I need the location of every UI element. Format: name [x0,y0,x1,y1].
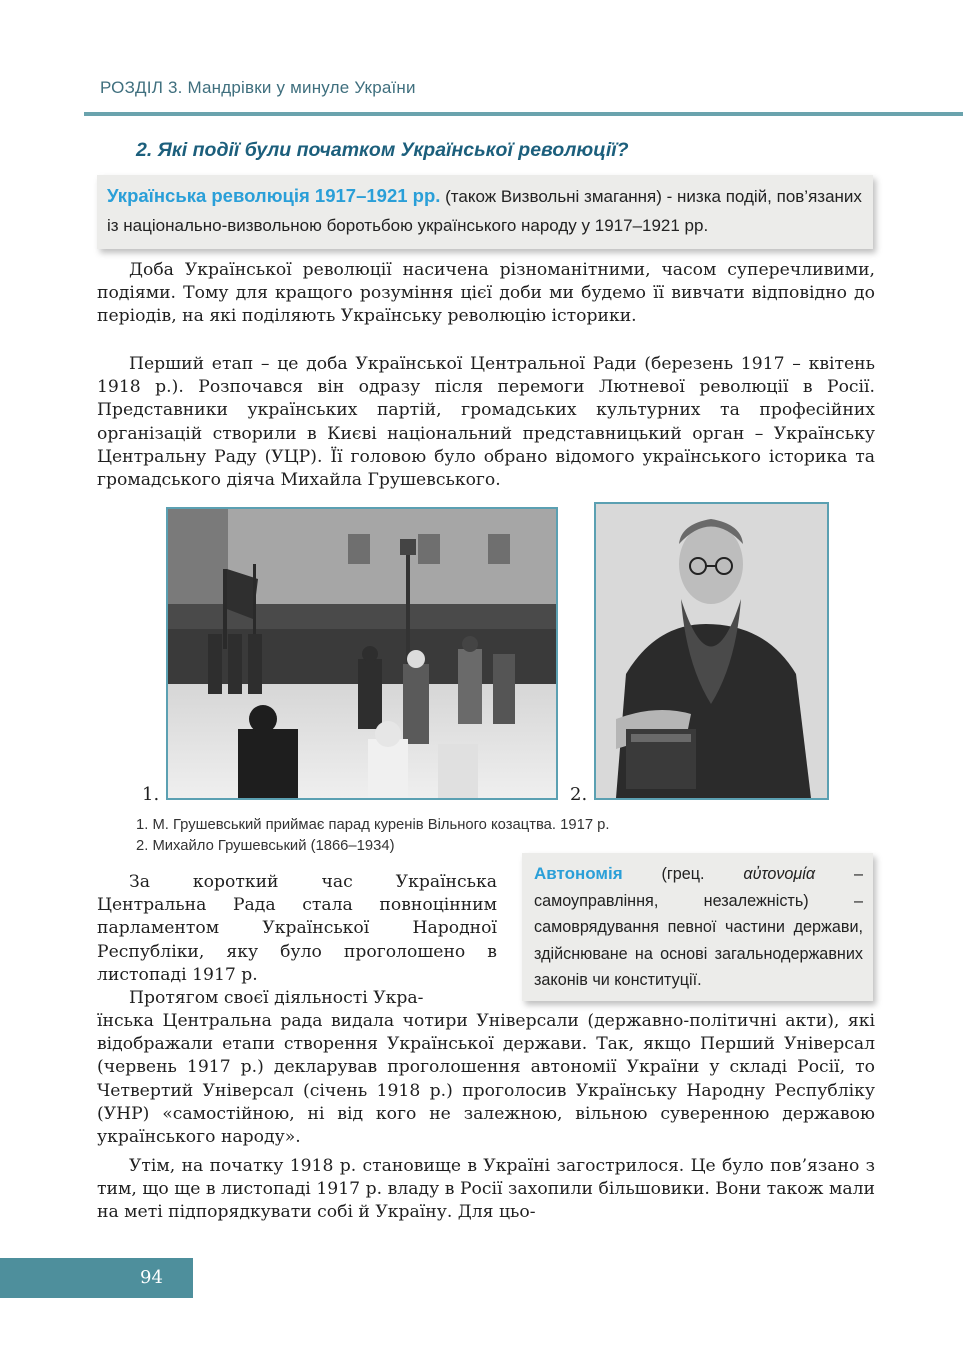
paragraph-text: Протягом своєї діяльності Укра- [129,988,424,1008]
paragraph-text: Утім, на початку 1918 р. становище в Україні загострилося. Це було пов’язано з тим, що ще в листопаді 1917 р. владу в Росії захопили більшовики. Вони також мали на меті підпорядкувати собі й Україну. Для цьо- [97,1156,875,1223]
paragraph-first-stage [97,353,875,492]
paragraph-bolsheviks [97,1155,875,1225]
figure-number-2: 2. [570,784,588,805]
page-number-box [0,1258,193,1298]
parade-photo [166,507,558,800]
autonomy-text: – самоуправління, незалежність) – самоврядування певної частини держави, здійснюване на основі загальнодержавних законів чи конституції. [534,865,863,989]
paragraph-universals [97,1010,875,1149]
autonomy-term: Автономія [534,864,623,883]
figure-caption-2: 2. Михайло Грушевський (1866–1934) [136,838,395,854]
figure-caption-1: 1. М. Грушевський приймає парад куренів Вільного козацтва. 1917 р. [136,817,610,833]
portrait-photo [594,502,829,800]
paragraph-parliament [97,871,497,987]
autonomy-greek: αὐτονομία [743,865,816,883]
paragraph-intro [97,259,875,329]
definition-text: (також Визвольні змагання) - низка подій, пов’язаних із національно-визвольною боротьбою українського народу у 1917–1921 рр. [107,187,862,235]
paragraph-universals-start [97,987,497,1010]
paragraph-text: Доба Української революції насичена різноманітними, часом суперечливими, подіями. Тому для кращого розуміння цієї доби ми будемо її вивчати відповідно до періодів, на які поділяють Українську революцію історики. [97,260,875,327]
parade-photo-image [168,509,556,798]
figure-number-1: 1. [142,784,160,805]
paragraph-text: За короткий час Українська Центральна Рада стала повноцінним парламентом Української Народної Республіки, яку було проголошено в листопаді 1917 р. [97,872,497,985]
definition-term: Українська революція 1917–1921 рр. [107,185,441,206]
paragraph-text: їнська Центральна рада видала чотири Універсали (державно-політичні акти), які відображали етапи створення Української держави. Так, якщо Перший Універсал (червень 1917 р.) декларував проголошення автономії України у складі Росії, то Четвертий Універсал (січень 1918 р.) проголосив Українську Народну Республіку (УНР) «самостійною, ні від кого не залежною, вільною суверенною державою українського народу». [97,1011,875,1148]
autonomy-pre: (грец. [622,865,744,883]
section-title: 2. Які події були початком Української революції? [136,139,629,161]
chapter-header: РОЗДІЛ 3. Мандрівки у минуле України [100,78,416,97]
paragraph-text: Перший етап – це доба Української Центральної Ради (березень 1917 – квітень 1918 р.). Розпочався він одразу після перемоги Лютневої революції в Росії. Представники українських партій, громадських культурних та професійних організацій створили в Києві національний представницький орган – Українську Центральну Раду (УЦР). Її головою було обрано відомого українського історика та громадського діяча Михайла Грушевського. [97,354,875,491]
header-divider [84,112,963,116]
autonomy-definition-box [522,853,873,1001]
portrait-photo-image [596,504,827,798]
definition-box [97,175,873,249]
page-number: 94 [140,1267,163,1288]
